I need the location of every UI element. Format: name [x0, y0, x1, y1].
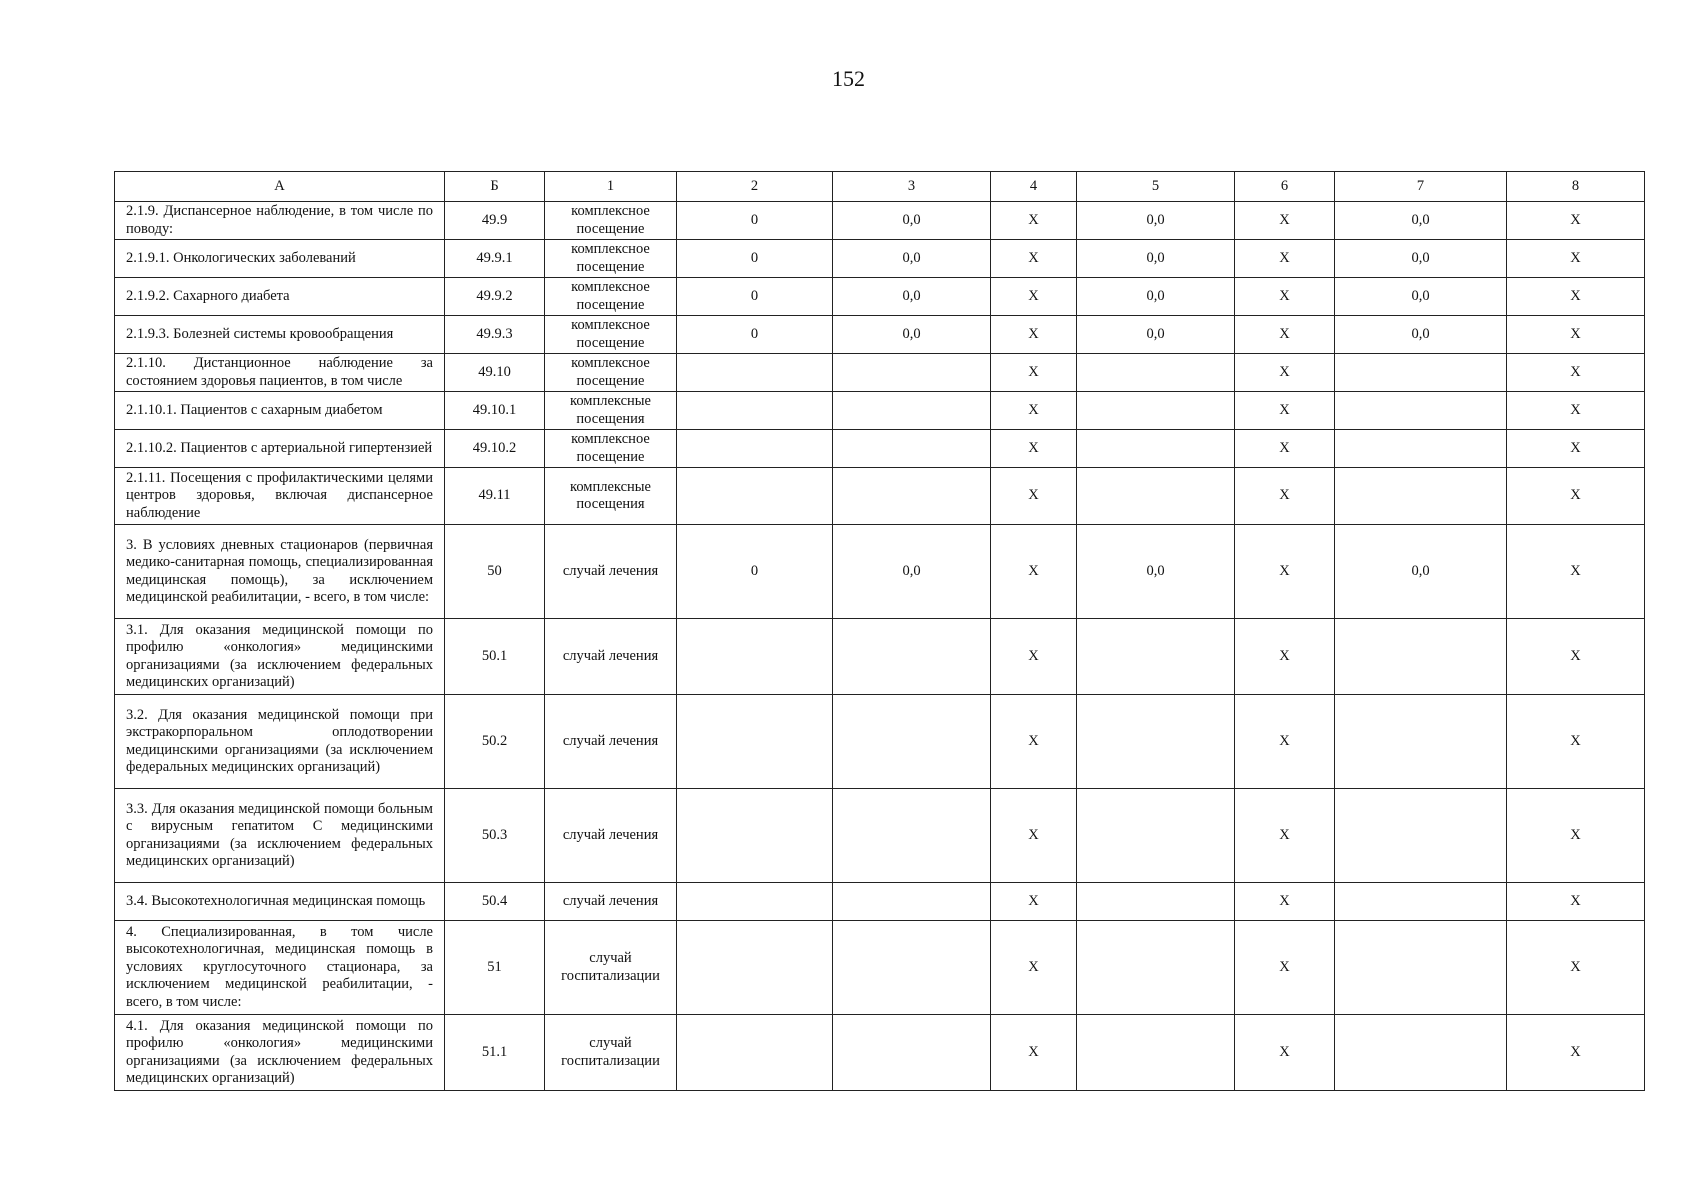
table-cell: 0,0 — [1335, 240, 1507, 278]
header-cell: А — [115, 172, 445, 202]
row-name-cell: 3. В условиях дневных стационаров (первичная медико-санитарная помощь, специализированная медицинская помощь), за исключением медицинской реабилитации, - всего, в том числе: — [115, 525, 445, 619]
table-row — [115, 525, 1645, 619]
header-cell: 1 — [545, 172, 677, 202]
table-cell — [833, 619, 991, 695]
table-row — [115, 468, 1645, 525]
table-cell — [1335, 695, 1507, 789]
table-cell: 0 — [677, 278, 833, 316]
row-name-cell: 3.4. Высокотехнологичная медицинская помощь — [115, 883, 445, 921]
row-unit-cell: комплексное посещение — [545, 278, 677, 316]
table-cell: Х — [1235, 695, 1335, 789]
row-code-cell: 49.10.1 — [445, 392, 545, 430]
table-cell — [833, 354, 991, 392]
table-cell — [677, 468, 833, 525]
data-table — [114, 171, 1645, 1091]
table-cell — [1335, 430, 1507, 468]
table-cell — [1335, 921, 1507, 1015]
table-row — [115, 202, 1645, 240]
table-cell: Х — [1235, 430, 1335, 468]
table-cell: Х — [1235, 789, 1335, 883]
table-cell: Х — [1507, 695, 1645, 789]
table-cell: 0 — [677, 240, 833, 278]
row-name-cell: 2.1.9.2. Сахарного диабета — [115, 278, 445, 316]
row-code-cell: 50.4 — [445, 883, 545, 921]
table-cell: Х — [1507, 883, 1645, 921]
table-cell: Х — [1235, 392, 1335, 430]
table-cell: Х — [991, 202, 1077, 240]
table-cell — [1077, 921, 1235, 1015]
table-cell: Х — [1507, 316, 1645, 354]
table-row — [115, 316, 1645, 354]
header-row — [115, 172, 1645, 202]
table-cell — [1077, 695, 1235, 789]
row-unit-cell: комплексные посещения — [545, 468, 677, 525]
row-unit-cell: случай лечения — [545, 883, 677, 921]
row-code-cell: 50 — [445, 525, 545, 619]
table-cell: Х — [1235, 468, 1335, 525]
row-code-cell: 50.2 — [445, 695, 545, 789]
table-row — [115, 278, 1645, 316]
table-cell — [677, 921, 833, 1015]
table-cell: 0,0 — [833, 316, 991, 354]
row-name-cell: 2.1.9.3. Болезней системы кровообращения — [115, 316, 445, 354]
table-cell: Х — [1507, 202, 1645, 240]
table-cell — [677, 619, 833, 695]
table-cell — [833, 392, 991, 430]
table-cell — [833, 921, 991, 1015]
table-cell — [1335, 1015, 1507, 1091]
table-cell — [1335, 468, 1507, 525]
table-cell: Х — [991, 468, 1077, 525]
table-cell: Х — [1235, 1015, 1335, 1091]
row-name-cell: 2.1.10.2. Пациентов с артериальной гипертензией — [115, 430, 445, 468]
table-cell — [833, 695, 991, 789]
row-name-cell: 2.1.10. Дистанционное наблюдение за состоянием здоровья пациентов, в том числе — [115, 354, 445, 392]
table-cell: Х — [991, 789, 1077, 883]
table-cell: 0 — [677, 202, 833, 240]
table-cell: Х — [1235, 883, 1335, 921]
table-cell — [677, 392, 833, 430]
table-row — [115, 695, 1645, 789]
header-cell: Б — [445, 172, 545, 202]
table-cell: Х — [1507, 392, 1645, 430]
table-cell — [833, 430, 991, 468]
row-unit-cell: случай лечения — [545, 619, 677, 695]
row-name-cell: 2.1.11. Посещения с профилактическими целями центров здоровья, включая диспансерное наблюдение — [115, 468, 445, 525]
table-cell: Х — [1235, 316, 1335, 354]
table-cell: 0 — [677, 525, 833, 619]
table-cell: Х — [1235, 278, 1335, 316]
table-cell: Х — [991, 921, 1077, 1015]
table-row — [115, 789, 1645, 883]
table-cell: 0,0 — [1077, 202, 1235, 240]
table-cell: Х — [1235, 354, 1335, 392]
row-code-cell: 49.11 — [445, 468, 545, 525]
table-cell: Х — [991, 695, 1077, 789]
table-cell — [677, 695, 833, 789]
row-unit-cell: случай госпитализации — [545, 1015, 677, 1091]
table-cell: Х — [1507, 921, 1645, 1015]
table-cell — [1077, 1015, 1235, 1091]
row-name-cell: 2.1.10.1. Пациентов с сахарным диабетом — [115, 392, 445, 430]
row-name-cell: 3.1. Для оказания медицинской помощи по профилю «онкология» медицинскими организациями (за исключением федеральных медицинских организаций) — [115, 619, 445, 695]
header-cell: 6 — [1235, 172, 1335, 202]
table-row — [115, 240, 1645, 278]
row-unit-cell: комплексные посещения — [545, 392, 677, 430]
table-cell: Х — [991, 1015, 1077, 1091]
table-cell: 0,0 — [833, 240, 991, 278]
header-cell: 3 — [833, 172, 991, 202]
table-cell: Х — [1507, 525, 1645, 619]
table-cell: Х — [1507, 240, 1645, 278]
table-cell — [677, 789, 833, 883]
table-cell — [1335, 883, 1507, 921]
table-row — [115, 921, 1645, 1015]
table-cell: Х — [1507, 468, 1645, 525]
table-cell — [677, 883, 833, 921]
table-cell: Х — [991, 525, 1077, 619]
table-row — [115, 392, 1645, 430]
table-cell: 0 — [677, 316, 833, 354]
table-cell: 0,0 — [1335, 278, 1507, 316]
row-unit-cell: комплексное посещение — [545, 202, 677, 240]
table-row — [115, 1015, 1645, 1091]
table-cell: Х — [1235, 202, 1335, 240]
table-cell — [1335, 789, 1507, 883]
table-cell: Х — [1235, 921, 1335, 1015]
table-cell: Х — [991, 354, 1077, 392]
header-cell: 4 — [991, 172, 1077, 202]
table-row — [115, 883, 1645, 921]
row-code-cell: 49.9 — [445, 202, 545, 240]
row-unit-cell: комплексное посещение — [545, 240, 677, 278]
table-cell — [833, 883, 991, 921]
table-cell: Х — [1507, 789, 1645, 883]
table-cell — [677, 1015, 833, 1091]
table-cell — [1077, 789, 1235, 883]
table-cell: Х — [1507, 430, 1645, 468]
row-unit-cell: случай лечения — [545, 525, 677, 619]
row-name-cell: 3.3. Для оказания медицинской помощи больным с вирусным гепатитом С медицинскими организациями (за исключением федеральных медицинских организаций) — [115, 789, 445, 883]
row-code-cell: 49.10 — [445, 354, 545, 392]
table-cell — [1335, 619, 1507, 695]
table-cell — [1077, 883, 1235, 921]
row-code-cell: 50.1 — [445, 619, 545, 695]
row-code-cell: 49.9.2 — [445, 278, 545, 316]
table-cell: 0,0 — [1335, 525, 1507, 619]
table-row — [115, 619, 1645, 695]
table-cell — [677, 430, 833, 468]
table-cell: Х — [991, 278, 1077, 316]
table-cell: Х — [1507, 1015, 1645, 1091]
table-cell: 0,0 — [1077, 240, 1235, 278]
row-code-cell: 51 — [445, 921, 545, 1015]
header-cell: 2 — [677, 172, 833, 202]
table-cell: Х — [991, 392, 1077, 430]
header-cell: 7 — [1335, 172, 1507, 202]
table-cell — [1077, 619, 1235, 695]
header-cell: 5 — [1077, 172, 1235, 202]
table-cell — [1077, 430, 1235, 468]
table-cell — [1335, 392, 1507, 430]
table-cell: 0,0 — [1335, 202, 1507, 240]
table-cell: 0,0 — [1335, 316, 1507, 354]
table-cell: 0,0 — [833, 202, 991, 240]
table-cell: Х — [1507, 354, 1645, 392]
table-cell — [1335, 354, 1507, 392]
table-cell — [833, 1015, 991, 1091]
row-name-cell: 4.1. Для оказания медицинской помощи по профилю «онкология» медицинскими организациями (за исключением федеральных медицинских организаций) — [115, 1015, 445, 1091]
row-code-cell: 49.10.2 — [445, 430, 545, 468]
row-unit-cell: случай госпитализации — [545, 921, 677, 1015]
row-unit-cell: комплексное посещение — [545, 430, 677, 468]
table-cell: 0,0 — [1077, 278, 1235, 316]
table-cell: Х — [991, 430, 1077, 468]
row-code-cell: 50.3 — [445, 789, 545, 883]
row-name-cell: 2.1.9. Диспансерное наблюдение, в том числе по поводу: — [115, 202, 445, 240]
row-name-cell: 3.2. Для оказания медицинской помощи при экстракорпоральном оплодотворении медицинскими организациями (за исключением федеральных медицинских организаций) — [115, 695, 445, 789]
table-cell: Х — [991, 240, 1077, 278]
table-row — [115, 430, 1645, 468]
table-cell — [1077, 354, 1235, 392]
table-cell: Х — [991, 619, 1077, 695]
row-unit-cell: комплексное посещение — [545, 316, 677, 354]
row-unit-cell: случай лечения — [545, 695, 677, 789]
table-cell — [833, 468, 991, 525]
row-code-cell: 49.9.1 — [445, 240, 545, 278]
table-cell: Х — [1235, 240, 1335, 278]
table-cell: Х — [991, 883, 1077, 921]
table-cell: Х — [991, 316, 1077, 354]
table-cell: 0,0 — [833, 525, 991, 619]
table-cell: 0,0 — [1077, 525, 1235, 619]
row-name-cell: 2.1.9.1. Онкологических заболеваний — [115, 240, 445, 278]
row-code-cell: 49.9.3 — [445, 316, 545, 354]
table-cell — [1077, 468, 1235, 525]
table-cell: 0,0 — [833, 278, 991, 316]
row-code-cell: 51.1 — [445, 1015, 545, 1091]
page-number: 152 — [832, 66, 865, 91]
row-unit-cell: комплексное посещение — [545, 354, 677, 392]
table-cell: Х — [1507, 278, 1645, 316]
row-name-cell: 4. Специализированная, в том числе высокотехнологичная, медицинская помощь в условиях круглосуточного стационара, за исключением медицинской реабилитации, - всего, в том числе: — [115, 921, 445, 1015]
table-cell — [1077, 392, 1235, 430]
table-cell: Х — [1507, 619, 1645, 695]
table-cell: Х — [1235, 619, 1335, 695]
header-cell: 8 — [1507, 172, 1645, 202]
table-cell: Х — [1235, 525, 1335, 619]
table-cell: 0,0 — [1077, 316, 1235, 354]
table-cell — [833, 789, 991, 883]
table-row — [115, 354, 1645, 392]
row-unit-cell: случай лечения — [545, 789, 677, 883]
table-cell — [677, 354, 833, 392]
